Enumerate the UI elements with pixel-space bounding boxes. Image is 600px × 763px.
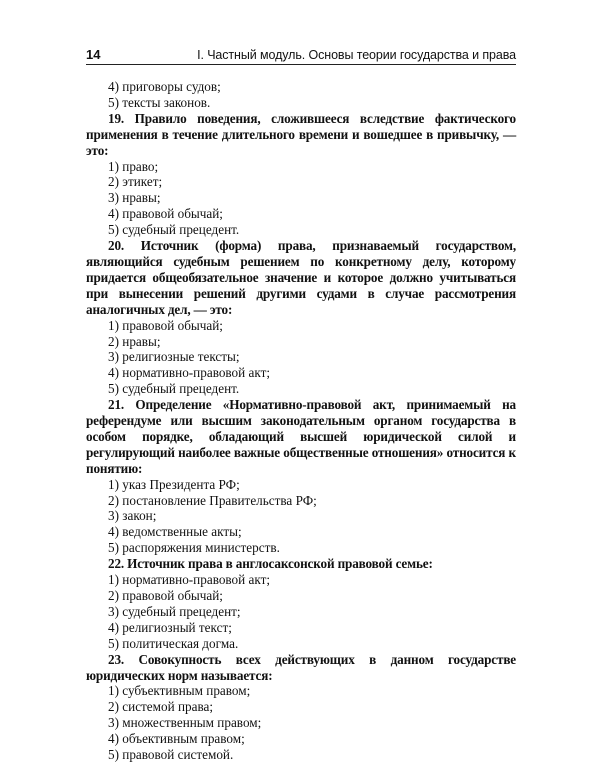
answer-option: 5) политическая догма. [108,635,239,651]
answer-option: 5) распоряжения министерств. [108,540,280,556]
running-title: I. Частный модуль. Основы теории государства и права [197,48,516,62]
question-20: 20. Источник (форма) права, признаваемый государством, являющийся судебным решением по конкретному делу, которому придается общеобязательное значение и которое должно учитываться при вынесении решений другими судами в случае рассмотрения аналогичных дел, — это: [86,238,516,317]
answer-option: 4) ведомственные акты; [108,524,242,540]
answer-option: 5) судебный прецедент. [108,222,240,238]
question-21: 21. Определение «Нормативно-правовой акт, принимаемый на референдуме или высшим законодательным органом государства в особом порядке, обладающий высшей юридической силой и регулирующий наиболее важные общественные отношения» относится к понятию: [86,397,516,476]
answer-option: 2) правовой обычай; [108,588,223,603]
answer-option: 2) системой права; [108,699,214,715]
answer-option: 3) нравы; [108,190,161,206]
page-content [86,79,516,763]
answer-option: 4) приговоры судов; [108,79,221,94]
answer-option: 1) правовой обычай; [108,317,223,333]
answer-option: 3) религиозные тексты; [108,349,240,365]
answer-option: 4) нормативно-правовой акт; [108,365,271,381]
answer-option: 5) правовой системой. [108,747,234,763]
answer-option: 1) указ Президента РФ; [108,476,240,492]
answer-option: 1) субъективным правом; [108,683,251,699]
answer-option: 3) судебный прецедент; [108,603,241,619]
answer-option: 2) нравы; [108,333,161,349]
answer-option: 4) религиозный текст; [108,619,232,635]
page-header [86,42,516,65]
question-22: 22. Источник права в англосаксонской правовой семье: [108,556,433,572]
answer-option: 4) правовой обычай; [108,206,223,222]
answer-option: 2) постановление Правительства РФ; [108,492,317,508]
answer-option: 3) множественным правом; [108,715,262,731]
answer-option: 5) тексты законов. [108,94,211,110]
answer-option: 5) судебный прецедент. [108,381,240,397]
answer-option: 2) этикет; [108,174,163,190]
answer-option: 3) закон; [108,508,157,524]
page-number: 14 [86,47,101,62]
answer-option: 1) нормативно-правовой акт; [108,572,271,588]
question-19: 19. Правило поведения, сложившееся вследствие фактического применения в течение длительного времени и вошедшее в привычку, — это: [86,110,516,158]
question-23: 23. Совокупность всех действующих в данном государстве юридических норм называется: [86,651,516,683]
answer-option: 1) право; [108,158,159,174]
book-page [86,42,516,763]
answer-option: 4) объективным правом; [108,731,245,747]
